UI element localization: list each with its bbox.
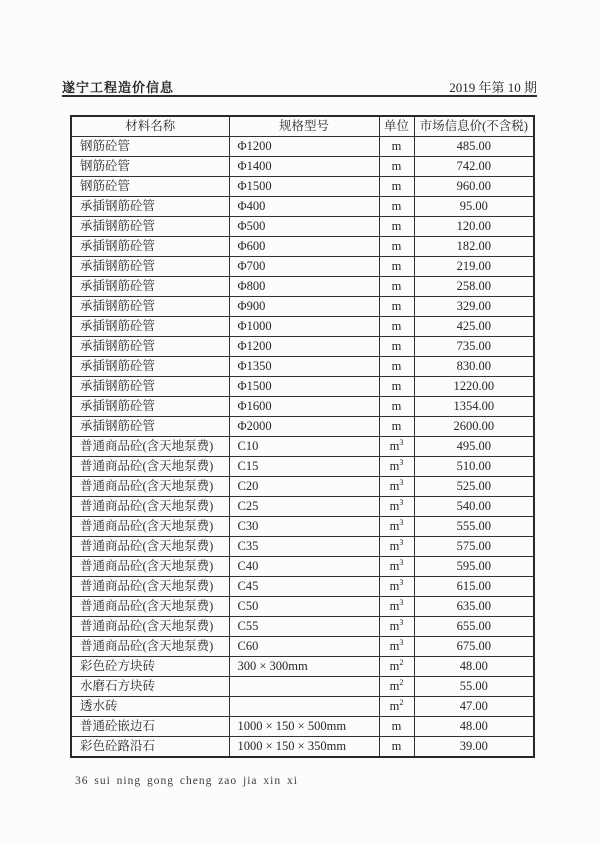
table-row bbox=[71, 577, 534, 597]
market-price-cell: 495.00 bbox=[414, 437, 534, 457]
spec-model-cell: Φ1400 bbox=[229, 157, 379, 177]
table-row bbox=[71, 477, 534, 497]
unit-exponent: 3 bbox=[399, 597, 404, 607]
unit-cell: $m^3$ bbox=[379, 457, 414, 477]
table-header bbox=[71, 116, 534, 137]
unit-exponent: 3 bbox=[399, 457, 404, 467]
material-name-cell: 钢筋砼管 bbox=[71, 137, 229, 157]
material-name-cell: 普通商品砼(含天地泵费) bbox=[71, 497, 229, 517]
unit-exponent: 2 bbox=[399, 657, 404, 667]
table-body bbox=[71, 137, 534, 758]
market-price-cell: 742.00 bbox=[414, 157, 534, 177]
material-name-cell: 承插钢筋砼管 bbox=[71, 217, 229, 237]
table-row bbox=[71, 157, 534, 177]
market-price-cell: 258.00 bbox=[414, 277, 534, 297]
unit-cell: $m^3$ bbox=[379, 477, 414, 497]
table-row bbox=[71, 137, 534, 157]
material-name-cell: 钢筋砼管 bbox=[71, 177, 229, 197]
material-name-cell: 承插钢筋砼管 bbox=[71, 237, 229, 257]
material-name-cell: 彩色砼方块砖 bbox=[71, 657, 229, 677]
column-header-material-name: 材料名称 bbox=[71, 116, 229, 137]
spec-model-cell: Φ1000 bbox=[229, 317, 379, 337]
table-row bbox=[71, 697, 534, 717]
unit-cell: m bbox=[379, 297, 414, 317]
unit-exponent: 3 bbox=[399, 437, 404, 447]
market-price-cell: 182.00 bbox=[414, 237, 534, 257]
market-price-cell: 960.00 bbox=[414, 177, 534, 197]
table-row bbox=[71, 397, 534, 417]
market-price-cell: 2600.00 bbox=[414, 417, 534, 437]
material-name-cell: 承插钢筋砼管 bbox=[71, 317, 229, 337]
unit-cell: m bbox=[379, 397, 414, 417]
unit-cell: m bbox=[379, 317, 414, 337]
market-price-cell: 485.00 bbox=[414, 137, 534, 157]
material-name-cell: 透水砖 bbox=[71, 697, 229, 717]
table-row bbox=[71, 597, 534, 617]
spec-model-cell: Φ1500 bbox=[229, 377, 379, 397]
market-price-cell: 635.00 bbox=[414, 597, 534, 617]
issue-label: 2019 年第 10 期 bbox=[449, 80, 537, 95]
spec-model-cell: C35 bbox=[229, 537, 379, 557]
spec-model-cell: 1000 × 150 × 500mm bbox=[229, 717, 379, 737]
market-price-cell: 510.00 bbox=[414, 457, 534, 477]
market-price-cell: 615.00 bbox=[414, 577, 534, 597]
market-price-cell: 675.00 bbox=[414, 637, 534, 657]
unit-cell: m bbox=[379, 197, 414, 217]
unit-cell: $m^3$ bbox=[379, 617, 414, 637]
material-name-cell: 承插钢筋砼管 bbox=[71, 197, 229, 217]
material-name-cell: 承插钢筋砼管 bbox=[71, 357, 229, 377]
unit-cell: m bbox=[379, 717, 414, 737]
material-name-cell: 普通商品砼(含天地泵费) bbox=[71, 477, 229, 497]
table-row bbox=[71, 337, 534, 357]
table-row bbox=[71, 357, 534, 377]
material-name-cell: 普通商品砼(含天地泵费) bbox=[71, 537, 229, 557]
unit-cell: $m^3$ bbox=[379, 557, 414, 577]
spec-model-cell: C25 bbox=[229, 497, 379, 517]
material-name-cell: 普通商品砼(含天地泵费) bbox=[71, 637, 229, 657]
market-price-cell: 1220.00 bbox=[414, 377, 534, 397]
material-name-cell: 普通商品砼(含天地泵费) bbox=[71, 457, 229, 477]
table-header-row bbox=[71, 116, 534, 137]
market-price-cell: 555.00 bbox=[414, 517, 534, 537]
unit-cell: $m^3$ bbox=[379, 437, 414, 457]
unit-cell: m bbox=[379, 237, 414, 257]
table-row bbox=[71, 217, 534, 237]
table-row bbox=[71, 557, 534, 577]
material-name-cell: 钢筋砼管 bbox=[71, 157, 229, 177]
market-price-cell: 219.00 bbox=[414, 257, 534, 277]
spec-model-cell: Φ1350 bbox=[229, 357, 379, 377]
material-name-cell: 水磨石方块砖 bbox=[71, 677, 229, 697]
material-name-cell: 承插钢筋砼管 bbox=[71, 337, 229, 357]
market-price-cell: 735.00 bbox=[414, 337, 534, 357]
material-name-cell: 承插钢筋砼管 bbox=[71, 377, 229, 397]
market-price-cell: 595.00 bbox=[414, 557, 534, 577]
spec-model-cell: Φ1500 bbox=[229, 177, 379, 197]
table-row bbox=[71, 517, 534, 537]
unit-exponent: 3 bbox=[399, 497, 404, 507]
spec-model-cell: Φ1600 bbox=[229, 397, 379, 417]
table-row bbox=[71, 297, 534, 317]
market-price-cell: 48.00 bbox=[414, 657, 534, 677]
material-name-cell: 普通商品砼(含天地泵费) bbox=[71, 557, 229, 577]
material-name-cell: 承插钢筋砼管 bbox=[71, 397, 229, 417]
unit-cell: m bbox=[379, 377, 414, 397]
unit-exponent: 3 bbox=[399, 577, 404, 587]
unit-cell: m bbox=[379, 177, 414, 197]
unit-cell: m bbox=[379, 357, 414, 377]
spec-model-cell: Φ500 bbox=[229, 217, 379, 237]
table-row bbox=[71, 617, 534, 637]
material-name-cell: 普通商品砼(含天地泵费) bbox=[71, 597, 229, 617]
market-price-cell: 540.00 bbox=[414, 497, 534, 517]
table-row bbox=[71, 437, 534, 457]
spec-model-cell: Φ400 bbox=[229, 197, 379, 217]
unit-exponent: 3 bbox=[399, 557, 404, 567]
market-price-cell: 425.00 bbox=[414, 317, 534, 337]
unit-cell: m bbox=[379, 737, 414, 758]
spec-model-cell: C60 bbox=[229, 637, 379, 657]
material-price-table bbox=[70, 115, 535, 758]
market-price-cell: 830.00 bbox=[414, 357, 534, 377]
unit-cell: m bbox=[379, 417, 414, 437]
spec-model-cell: Φ600 bbox=[229, 237, 379, 257]
unit-cell: $m^3$ bbox=[379, 537, 414, 557]
spec-model-cell: C10 bbox=[229, 437, 379, 457]
market-price-cell: 1354.00 bbox=[414, 397, 534, 417]
unit-cell: $m^2$ bbox=[379, 657, 414, 677]
spec-model-cell: Φ1200 bbox=[229, 137, 379, 157]
table-row bbox=[71, 497, 534, 517]
spec-model-cell: C20 bbox=[229, 477, 379, 497]
spec-model-cell: C50 bbox=[229, 597, 379, 617]
unit-cell: $m^2$ bbox=[379, 697, 414, 717]
unit-exponent: 3 bbox=[399, 537, 404, 547]
table-row bbox=[71, 637, 534, 657]
material-name-cell: 普通商品砼(含天地泵费) bbox=[71, 517, 229, 537]
market-price-cell: 48.00 bbox=[414, 717, 534, 737]
spec-model-cell: Φ800 bbox=[229, 277, 379, 297]
unit-cell: m bbox=[379, 277, 414, 297]
unit-cell: $m^3$ bbox=[379, 497, 414, 517]
unit-exponent: 2 bbox=[399, 677, 404, 687]
market-price-cell: 525.00 bbox=[414, 477, 534, 497]
table-row bbox=[71, 237, 534, 257]
unit-cell: m bbox=[379, 337, 414, 357]
unit-cell: $m^3$ bbox=[379, 517, 414, 537]
unit-cell: $m^3$ bbox=[379, 597, 414, 617]
table-row bbox=[71, 657, 534, 677]
column-header-unit: 单位 bbox=[379, 116, 414, 137]
spec-model-cell: 300 × 300mm bbox=[229, 657, 379, 677]
spec-model-cell: C55 bbox=[229, 617, 379, 637]
table-row bbox=[71, 537, 534, 557]
table-row bbox=[71, 197, 534, 217]
table-row bbox=[71, 177, 534, 197]
unit-cell: m bbox=[379, 257, 414, 277]
unit-cell: $m^3$ bbox=[379, 577, 414, 597]
unit-exponent: 2 bbox=[399, 697, 404, 707]
spec-model-cell bbox=[229, 697, 379, 717]
spec-model-cell: 1000 × 150 × 350mm bbox=[229, 737, 379, 758]
market-price-cell: 575.00 bbox=[414, 537, 534, 557]
column-header-spec-model: 规格型号 bbox=[229, 116, 379, 137]
market-price-cell: 655.00 bbox=[414, 617, 534, 637]
material-name-cell: 承插钢筋砼管 bbox=[71, 417, 229, 437]
market-price-cell: 39.00 bbox=[414, 737, 534, 758]
unit-exponent: 3 bbox=[399, 477, 404, 487]
market-price-cell: 329.00 bbox=[414, 297, 534, 317]
table-row bbox=[71, 377, 534, 397]
material-name-cell: 普通砼嵌边石 bbox=[71, 717, 229, 737]
table-row bbox=[71, 417, 534, 437]
spec-model-cell: Φ2000 bbox=[229, 417, 379, 437]
material-name-cell: 承插钢筋砼管 bbox=[71, 257, 229, 277]
spec-model-cell: C15 bbox=[229, 457, 379, 477]
material-name-cell: 普通商品砼(含天地泵费) bbox=[71, 577, 229, 597]
unit-cell: $m^2$ bbox=[379, 677, 414, 697]
spec-model-cell: Φ900 bbox=[229, 297, 379, 317]
unit-exponent: 3 bbox=[399, 517, 404, 527]
unit-cell: m bbox=[379, 217, 414, 237]
table-row bbox=[71, 257, 534, 277]
column-header-market-price: 市场信息价(不含税) bbox=[414, 116, 534, 137]
table-row bbox=[71, 677, 534, 697]
market-price-cell: 55.00 bbox=[414, 677, 534, 697]
spec-model-cell: C30 bbox=[229, 517, 379, 537]
table-row bbox=[71, 717, 534, 737]
header-divider bbox=[62, 95, 537, 97]
market-price-cell: 95.00 bbox=[414, 197, 534, 217]
unit-cell: m bbox=[379, 137, 414, 157]
spec-model-cell bbox=[229, 677, 379, 697]
spec-model-cell: Φ1200 bbox=[229, 337, 379, 357]
market-price-cell: 120.00 bbox=[414, 217, 534, 237]
spec-model-cell: Φ700 bbox=[229, 257, 379, 277]
table-row bbox=[71, 277, 534, 297]
market-price-cell: 47.00 bbox=[414, 697, 534, 717]
material-name-cell: 承插钢筋砼管 bbox=[71, 297, 229, 317]
unit-exponent: 3 bbox=[399, 637, 404, 647]
journal-title: 遂宁工程造价信息 bbox=[62, 80, 175, 95]
unit-cell: m bbox=[379, 157, 414, 177]
spec-model-cell: C40 bbox=[229, 557, 379, 577]
page-footer-slug: 36 sui ning gong cheng zao jia xin xi bbox=[75, 775, 298, 787]
unit-cell: $m^3$ bbox=[379, 637, 414, 657]
table-row bbox=[71, 737, 534, 758]
material-name-cell: 彩色砼路沿石 bbox=[71, 737, 229, 758]
material-name-cell: 承插钢筋砼管 bbox=[71, 277, 229, 297]
table-row bbox=[71, 457, 534, 477]
material-name-cell: 普通商品砼(含天地泵费) bbox=[71, 437, 229, 457]
material-name-cell: 普通商品砼(含天地泵费) bbox=[71, 617, 229, 637]
table-row bbox=[71, 317, 534, 337]
unit-exponent: 3 bbox=[399, 617, 404, 627]
spec-model-cell: C45 bbox=[229, 577, 379, 597]
